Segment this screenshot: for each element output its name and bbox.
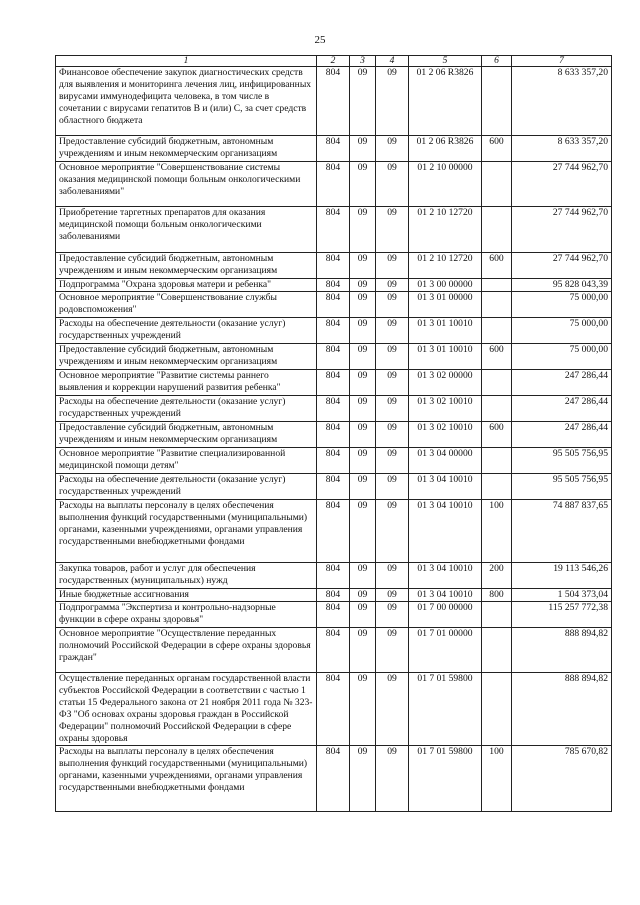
expense-type-code	[482, 370, 512, 396]
column-header: 5	[409, 56, 482, 67]
expense-type-code	[482, 673, 512, 746]
row-name: Основное мероприятие "Развитие системы раннего выявления и коррекции нарушений развития ребенка"	[56, 370, 317, 396]
amount: 95 828 043,39	[512, 279, 612, 292]
subsection-code: 09	[376, 563, 409, 589]
ministry-code: 804	[317, 292, 350, 318]
target-article-code: 01 3 01 10010	[409, 344, 482, 370]
section-code: 09	[350, 500, 376, 563]
target-article-code: 01 3 01 00000	[409, 292, 482, 318]
section-code: 09	[350, 474, 376, 500]
target-article-code: 01 2 10 12720	[409, 253, 482, 279]
amount: 115 257 772,38	[512, 602, 612, 628]
amount: 75 000,00	[512, 344, 612, 370]
target-article-code: 01 2 10 00000	[409, 162, 482, 207]
table-row	[56, 602, 612, 628]
expense-type-code	[482, 162, 512, 207]
expense-type-code: 100	[482, 746, 512, 812]
section-code: 09	[350, 422, 376, 448]
section-code: 09	[350, 207, 376, 253]
target-article-code: 01 3 02 10010	[409, 422, 482, 448]
section-code: 09	[350, 162, 376, 207]
target-article-code: 01 3 04 00000	[409, 448, 482, 474]
row-name: Основное мероприятие "Совершенствование системы оказания медицинской помощи больным онкологическими заболеваниями"	[56, 162, 317, 207]
table-row	[56, 292, 612, 318]
subsection-code: 09	[376, 318, 409, 344]
target-article-code: 01 3 00 00000	[409, 279, 482, 292]
section-code: 09	[350, 589, 376, 602]
ministry-code: 804	[317, 279, 350, 292]
expense-type-code	[482, 292, 512, 318]
row-name: Финансовое обеспечение закупок диагностических средств для выявления и мониторинга лечения лиц, инфицированных вирусами иммунодефицита человека, в том числе в сочетании с вирусами гепатитов В и (или) С, за счет средств областного бюджета	[56, 67, 317, 136]
ministry-code: 804	[317, 628, 350, 673]
row-name: Расходы на обеспечение деятельности (оказание услуг) государственных учреждений	[56, 396, 317, 422]
section-code: 09	[350, 279, 376, 292]
table-row	[56, 67, 612, 136]
section-code: 09	[350, 746, 376, 812]
expense-type-code	[482, 396, 512, 422]
amount: 888 894,82	[512, 628, 612, 673]
ministry-code: 804	[317, 344, 350, 370]
section-code: 09	[350, 396, 376, 422]
expense-type-code	[482, 628, 512, 673]
amount: 247 286,44	[512, 396, 612, 422]
section-code: 09	[350, 370, 376, 396]
table-row	[56, 318, 612, 344]
ministry-code: 804	[317, 746, 350, 812]
table-row	[56, 628, 612, 673]
ministry-code: 804	[317, 136, 350, 162]
target-article-code: 01 7 00 00000	[409, 602, 482, 628]
ministry-code: 804	[317, 602, 350, 628]
row-name: Предоставление субсидий бюджетным, автономным учреждениям и иным некоммерческим организациям	[56, 253, 317, 279]
table-row	[56, 673, 612, 746]
section-code: 09	[350, 673, 376, 746]
subsection-code: 09	[376, 474, 409, 500]
column-header: 1	[56, 56, 317, 67]
subsection-code: 09	[376, 344, 409, 370]
table-row	[56, 589, 612, 602]
expense-type-code: 200	[482, 563, 512, 589]
target-article-code: 01 3 02 00000	[409, 370, 482, 396]
subsection-code: 09	[376, 746, 409, 812]
section-code: 09	[350, 602, 376, 628]
row-name: Основное мероприятие "Совершенствование службы родовспоможения"	[56, 292, 317, 318]
expense-type-code: 600	[482, 253, 512, 279]
table-row	[56, 448, 612, 474]
target-article-code: 01 3 02 10010	[409, 396, 482, 422]
subsection-code: 09	[376, 500, 409, 563]
row-name: Подпрограмма "Охрана здоровья матери и ребенка"	[56, 279, 317, 292]
ministry-code: 804	[317, 500, 350, 563]
table-row	[56, 422, 612, 448]
target-article-code: 01 2 06 R3826	[409, 67, 482, 136]
ministry-code: 804	[317, 448, 350, 474]
row-name: Предоставление субсидий бюджетным, автономным учреждениям и иным некоммерческим организациям	[56, 136, 317, 162]
page-number: 25	[314, 34, 326, 46]
target-article-code: 01 3 04 10010	[409, 589, 482, 602]
ministry-code: 804	[317, 162, 350, 207]
expense-type-code: 600	[482, 422, 512, 448]
amount: 75 000,00	[512, 292, 612, 318]
row-name: Расходы на обеспечение деятельности (оказание услуг) государственных учреждений	[56, 474, 317, 500]
ministry-code: 804	[317, 67, 350, 136]
amount: 247 286,44	[512, 370, 612, 396]
row-name: Осуществление переданных органам государственной власти субъектов Российской Федерации в соответствии с частью 1 статьи 15 Федерального закона от 21 ноября 2011 года № 323-ФЗ "Об основах охраны здоровья граждан в Российской Федерации" полномочий Российской Федерации в сфере охраны здоровья	[56, 673, 317, 746]
amount: 27 744 962,70	[512, 207, 612, 253]
table-row	[56, 344, 612, 370]
table-row	[56, 162, 612, 207]
expense-type-code	[482, 67, 512, 136]
header-row	[56, 56, 612, 67]
amount: 247 286,44	[512, 422, 612, 448]
target-article-code: 01 7 01 00000	[409, 628, 482, 673]
amount: 19 113 546,26	[512, 563, 612, 589]
column-header: 7	[512, 56, 612, 67]
target-article-code: 01 3 04 10010	[409, 500, 482, 563]
amount: 75 000,00	[512, 318, 612, 344]
section-code: 09	[350, 318, 376, 344]
subsection-code: 09	[376, 673, 409, 746]
expense-type-code	[482, 474, 512, 500]
subsection-code: 09	[376, 162, 409, 207]
subsection-code: 09	[376, 602, 409, 628]
row-name: Закупка товаров, работ и услуг для обеспечения государственных (муниципальных) нужд	[56, 563, 317, 589]
column-header: 3	[350, 56, 376, 67]
ministry-code: 804	[317, 396, 350, 422]
amount: 95 505 756,95	[512, 448, 612, 474]
section-code: 09	[350, 67, 376, 136]
row-name: Основное мероприятие "Осуществление переданных полномочий Российской Федерации в сфере охраны здоровья граждан"	[56, 628, 317, 673]
subsection-code: 09	[376, 628, 409, 673]
column-header: 2	[317, 56, 350, 67]
table-row	[56, 474, 612, 500]
ministry-code: 804	[317, 474, 350, 500]
amount: 95 505 756,95	[512, 474, 612, 500]
expense-type-code: 100	[482, 500, 512, 563]
amount: 74 887 837,65	[512, 500, 612, 563]
target-article-code: 01 2 10 12720	[409, 207, 482, 253]
subsection-code: 09	[376, 207, 409, 253]
table-row	[56, 500, 612, 563]
ministry-code: 804	[317, 370, 350, 396]
table-row	[56, 253, 612, 279]
target-article-code: 01 7 01 59800	[409, 746, 482, 812]
ministry-code: 804	[317, 589, 350, 602]
table-row	[56, 396, 612, 422]
row-name: Основное мероприятие "Развитие специализированной медицинской помощи детям"	[56, 448, 317, 474]
row-name: Расходы на обеспечение деятельности (оказание услуг) государственных учреждений	[56, 318, 317, 344]
target-article-code: 01 3 04 10010	[409, 474, 482, 500]
subsection-code: 09	[376, 589, 409, 602]
expense-type-code	[482, 602, 512, 628]
ministry-code: 804	[317, 318, 350, 344]
subsection-code: 09	[376, 67, 409, 136]
subsection-code: 09	[376, 279, 409, 292]
target-article-code: 01 3 04 10010	[409, 563, 482, 589]
subsection-code: 09	[376, 448, 409, 474]
expense-type-code	[482, 207, 512, 253]
ministry-code: 804	[317, 563, 350, 589]
ministry-code: 804	[317, 207, 350, 253]
row-name: Иные бюджетные ассигнования	[56, 589, 317, 602]
subsection-code: 09	[376, 422, 409, 448]
target-article-code: 01 3 01 10010	[409, 318, 482, 344]
amount: 27 744 962,70	[512, 162, 612, 207]
table-row	[56, 563, 612, 589]
subsection-code: 09	[376, 253, 409, 279]
table-row	[56, 746, 612, 812]
section-code: 09	[350, 448, 376, 474]
section-code: 09	[350, 563, 376, 589]
row-name: Подпрограмма "Экспертиза и контрольно-надзорные функции в сфере охраны здоровья"	[56, 602, 317, 628]
table-row	[56, 370, 612, 396]
amount: 27 744 962,70	[512, 253, 612, 279]
expense-type-code: 800	[482, 589, 512, 602]
amount: 8 633 357,20	[512, 136, 612, 162]
budget-table	[55, 55, 612, 812]
column-header: 6	[482, 56, 512, 67]
subsection-code: 09	[376, 136, 409, 162]
section-code: 09	[350, 292, 376, 318]
amount: 888 894,82	[512, 673, 612, 746]
ministry-code: 804	[317, 673, 350, 746]
section-code: 09	[350, 344, 376, 370]
expense-type-code	[482, 279, 512, 292]
amount: 785 670,82	[512, 746, 612, 812]
table-row	[56, 279, 612, 292]
table-row	[56, 207, 612, 253]
row-name: Предоставление субсидий бюджетным, автономным учреждениям и иным некоммерческим организациям	[56, 344, 317, 370]
section-code: 09	[350, 628, 376, 673]
subsection-code: 09	[376, 396, 409, 422]
expense-type-code	[482, 318, 512, 344]
row-name: Расходы на выплаты персоналу в целях обеспечения выполнения функций государственными (муниципальными) органами, казенными учреждениями, органами управления государственными внебюджетными фондами	[56, 500, 317, 563]
target-article-code: 01 2 06 R3826	[409, 136, 482, 162]
row-name: Приобретение таргетных препаратов для оказания медицинской помощи больным онкологическими заболеваниями	[56, 207, 317, 253]
expense-type-code: 600	[482, 344, 512, 370]
table-row	[56, 136, 612, 162]
target-article-code: 01 7 01 59800	[409, 673, 482, 746]
row-name: Расходы на выплаты персоналу в целях обеспечения выполнения функций государственными (муниципальными) органами, казенными учреждениями, органами управления государственными внебюджетными фондами	[56, 746, 317, 812]
expense-type-code: 600	[482, 136, 512, 162]
ministry-code: 804	[317, 253, 350, 279]
subsection-code: 09	[376, 370, 409, 396]
amount: 8 633 357,20	[512, 67, 612, 136]
ministry-code: 804	[317, 422, 350, 448]
column-header: 4	[376, 56, 409, 67]
row-name: Предоставление субсидий бюджетным, автономным учреждениям и иным некоммерческим организациям	[56, 422, 317, 448]
section-code: 09	[350, 253, 376, 279]
section-code: 09	[350, 136, 376, 162]
amount: 1 504 373,04	[512, 589, 612, 602]
expense-type-code	[482, 448, 512, 474]
subsection-code: 09	[376, 292, 409, 318]
